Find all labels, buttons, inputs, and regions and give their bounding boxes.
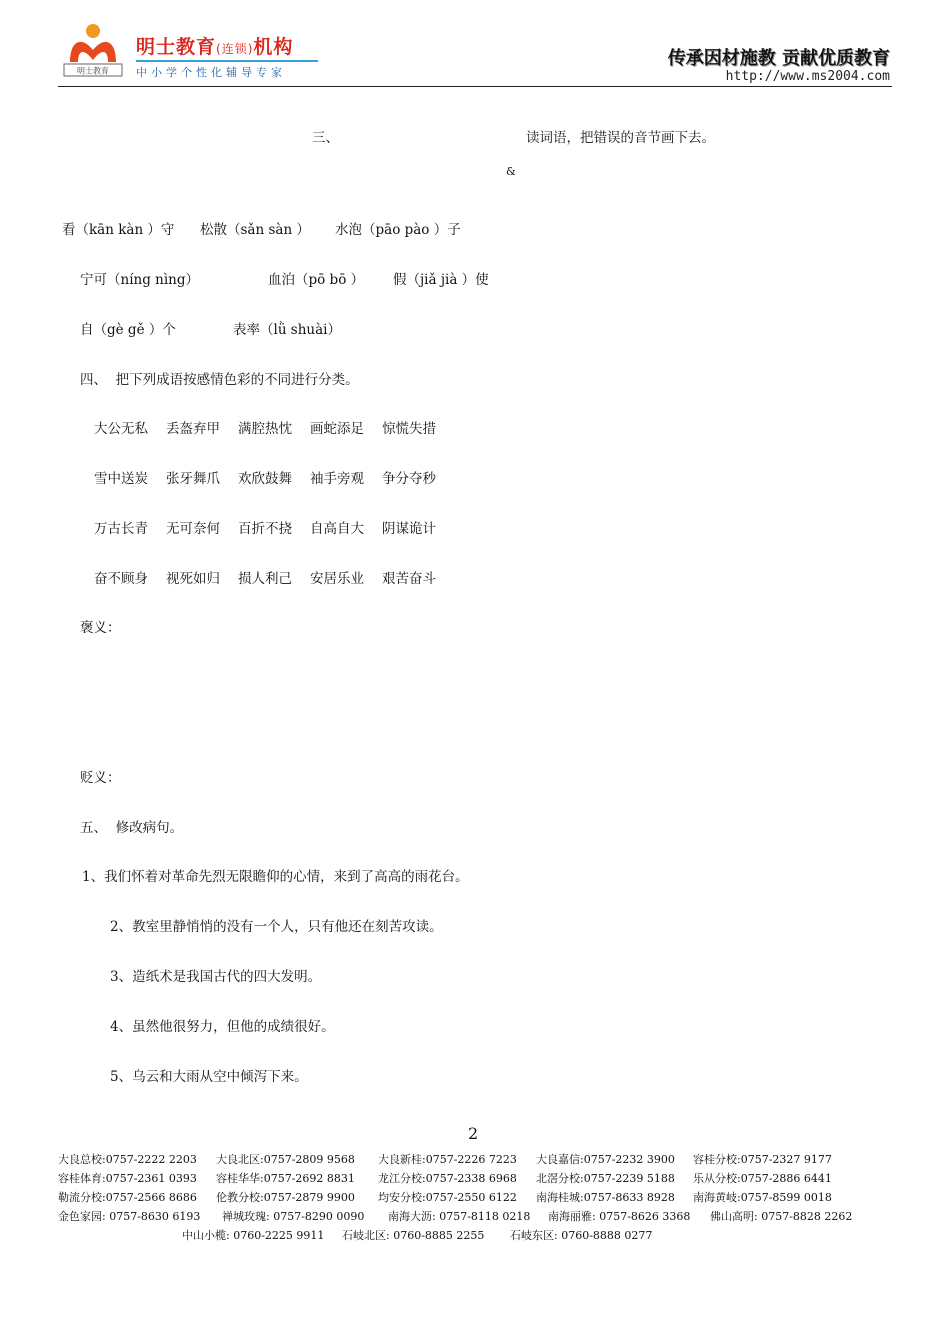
section3-number: 三、 [312,130,339,146]
branch-contact: 北滘分校:0757-2239 5188 [536,1172,675,1185]
idiom: 袖手旁观 [310,471,364,487]
idiom: 大公无私 [94,421,148,437]
branch-contact: 容桂华华:0757-2692 8831 [216,1172,355,1185]
branch-contact: 石岐北区: 0760-8885 2255 [342,1229,485,1242]
branch-contact: 大良嘉信:0757-2232 3900 [536,1153,675,1166]
header-url-link[interactable]: http://www.ms2004.com [725,69,890,84]
brand-underline [136,60,318,62]
branch-contact: 金色家园: 0757-8630 6193 [58,1210,201,1223]
idiom: 万古长青 [94,521,148,537]
pinyin-item: 表率（lǜ shuài） [233,322,341,338]
branch-contact: 伦教分校:0757-2879 9900 [216,1191,355,1204]
idiom: 满腔热忱 [238,421,292,437]
branch-contact: 石岐东区: 0760-8888 0277 [510,1229,653,1242]
branch-contact: 禅城玫瑰: 0757-8290 0090 [222,1210,365,1223]
idiom: 奋不顾身 [94,571,148,587]
idiom: 争分夺秒 [382,471,436,487]
pinyin-item: 看（kān kàn ）守 [62,222,175,238]
page-number: 2 [468,1124,479,1143]
branch-contact: 南海黄岐:0757-8599 0018 [693,1191,832,1204]
section3-title: 读词语，把错误的音节画下去。 [526,130,715,146]
branch-contact: 南海丽雅: 0757-8626 3368 [548,1210,691,1223]
pinyin-item: 松散（sǎn sàn ） [200,222,310,238]
pinyin-item: 自（gè gě ）个 [80,322,176,338]
sentence-item: 3、造纸术是我国古代的四大发明。 [110,969,322,985]
negative-label: 贬义： [80,770,121,786]
branch-contact: 大良新桂:0757-2226 7223 [378,1153,517,1166]
idiom: 无可奈何 [166,521,220,537]
pinyin-item: 假（jiǎ jià ）使 [393,272,489,288]
idiom: 阴谋诡计 [382,521,436,537]
idiom: 张牙舞爪 [166,471,220,487]
idiom: 丢盔弃甲 [166,421,220,437]
brand-name: 明士教育(连锁)机构 [136,36,294,58]
sentence-item: 1、我们怀着对革命先烈无限瞻仰的心情，来到了高高的雨花台。 [82,869,469,885]
pinyin-item: 宁可（níng nìng） [80,272,199,288]
branch-contact: 南海桂城:0757-8633 8928 [536,1191,675,1204]
branch-contact: 勒流分校:0757-2566 8686 [58,1191,197,1204]
header-divider [58,86,892,87]
sentence-item: 4、虽然他很努力，但他的成绩很好。 [110,1019,335,1035]
branch-contact: 南海大沥: 0757-8118 0218 [388,1210,531,1223]
section4-heading: 四、 把下列成语按感情色彩的不同进行分类。 [80,372,359,388]
sentence-item: 5、乌云和大雨从空中倾泻下来。 [110,1069,308,1085]
idiom: 自高自大 [310,521,364,537]
branch-contact: 大良北区:0757-2809 9568 [216,1153,355,1166]
brand-logo-icon [60,22,126,78]
idiom: 欢欣鼓舞 [238,471,292,487]
pinyin-item: 血泊（pō bō ） [268,272,365,288]
idiom: 雪中送炭 [94,471,148,487]
sentence-item: 2、教室里静悄悄的没有一个人，只有他还在刻苦攻读。 [110,919,443,935]
idiom: 艰苦奋斗 [382,571,436,587]
idiom: 损人利己 [238,571,292,587]
idiom: 安居乐业 [310,571,364,587]
branch-contact: 容桂体育:0757-2361 0393 [58,1172,197,1185]
branch-contact: 均安分校:0757-2550 6122 [378,1191,517,1204]
branch-contact: 大良总校:0757-2222 2203 [58,1153,197,1166]
branch-contact: 乐从分校:0757-2886 6441 [693,1172,832,1185]
idiom: 视死如归 [166,571,220,587]
header-slogan: 传承因材施教 贡献优质教育 [667,48,890,69]
branch-contact: 龙江分校:0757-2338 6968 [378,1172,517,1185]
branch-contact: 佛山高明: 0757-8828 2262 [710,1210,853,1223]
section5-heading: 五、 修改病句。 [80,820,184,836]
brand-subtitle: 中小学个性化辅导专家 [136,66,286,79]
idiom: 画蛇添足 [310,421,364,437]
branch-contact: 容桂分校:0757-2327 9177 [693,1153,832,1166]
branch-contact: 中山小榄: 0760-2225 9911 [182,1229,325,1242]
svg-text:明士教育: 明士教育 [77,66,109,76]
idiom: 百折不挠 [238,521,292,537]
stray-mark: & [506,165,516,178]
idiom: 惊慌失措 [382,421,436,437]
positive-label: 褒义： [80,620,121,636]
pinyin-item: 水泡（pāo pào ）子 [335,222,461,238]
